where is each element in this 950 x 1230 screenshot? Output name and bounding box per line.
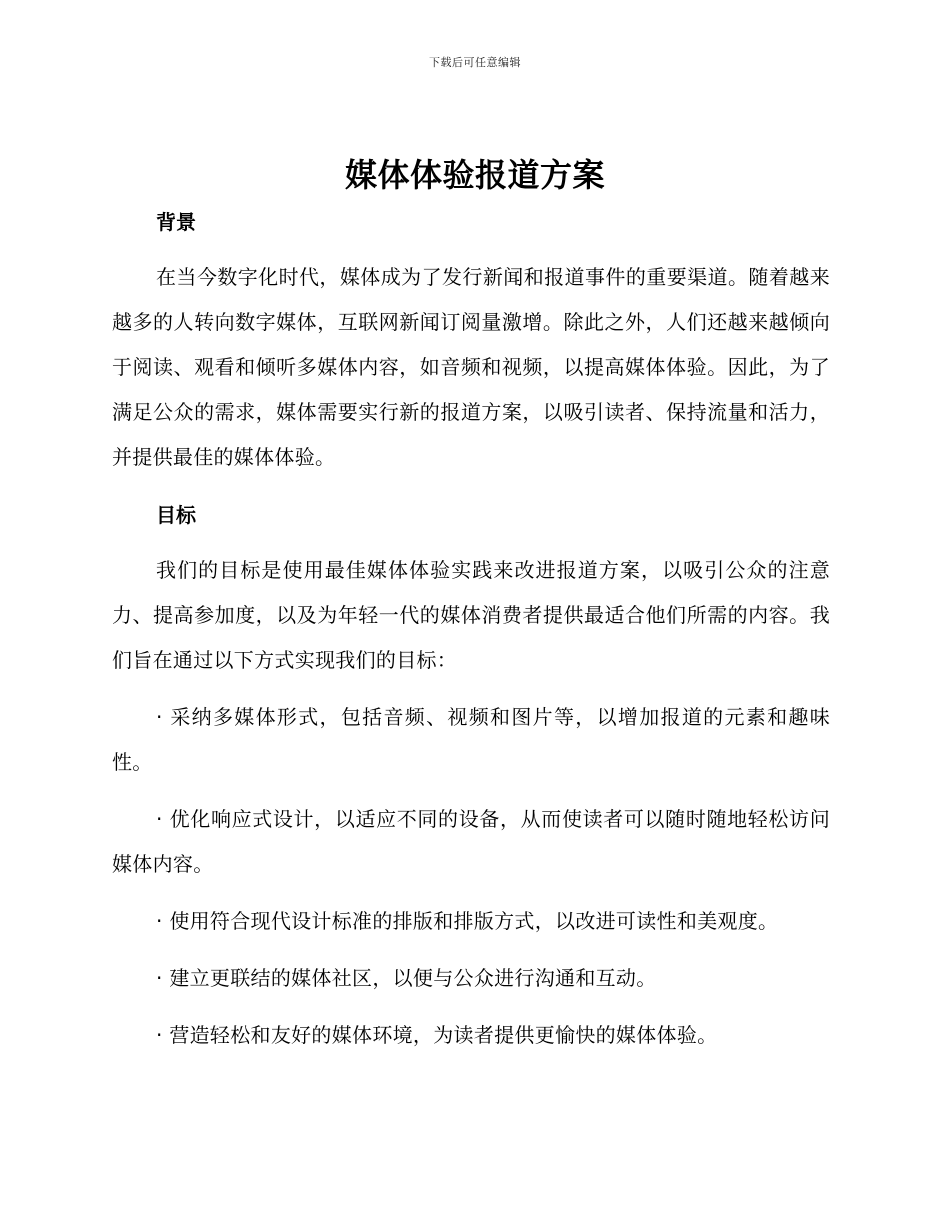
section-heading-goals: 目标 [156, 503, 196, 527]
goal-bullet-item: · 采纳多媒体形式，包括音频、视频和图片等，以增加报道的元素和趣味性。 [112, 705, 830, 774]
goal-bullet-item: · 营造轻松和友好的媒体环境，为读者提供更愉快的媒体体验。 [156, 1023, 718, 1047]
section-heading-background: 背景 [156, 210, 196, 234]
document-title: 媒体体验报道方案 [344, 156, 605, 194]
header-note: 下载后可任意编辑 [429, 56, 521, 69]
goal-bullet-item: · 优化响应式设计，以适应不同的设备，从而使读者可以随时随地轻松访问媒体内容。 [112, 807, 830, 876]
background-paragraph: 在当今数字化时代，媒体成为了发行新闻和报道事件的重要渠道。随着越来越多的人转向数字媒体，互联网新闻订阅量激增。除此之外，人们还越来越倾向于阅读、观看和倾听多媒体内容，如音频和视频，以提高媒体体验。因此，为了满足公众的需求，媒体需要实行新的报道方案，以吸引读者、保持流量和活力，并提供最佳的媒体体验。 [112, 265, 830, 469]
goal-bullet-item: · 建立更联结的媒体社区，以便与公众进行沟通和互动。 [156, 966, 657, 990]
goals-paragraph: 我们的目标是使用最佳媒体体验实践来改进报道方案，以吸引公众的注意力、提高参加度，以及为年轻一代的媒体消费者提供最适合他们所需的内容。我们旨在通过以下方式实现我们的目标： [112, 558, 830, 672]
goal-bullet-item: · 使用符合现代设计标准的排版和排版方式，以改进可读性和美观度。 [156, 909, 779, 933]
document-body [112, 202, 830, 1058]
